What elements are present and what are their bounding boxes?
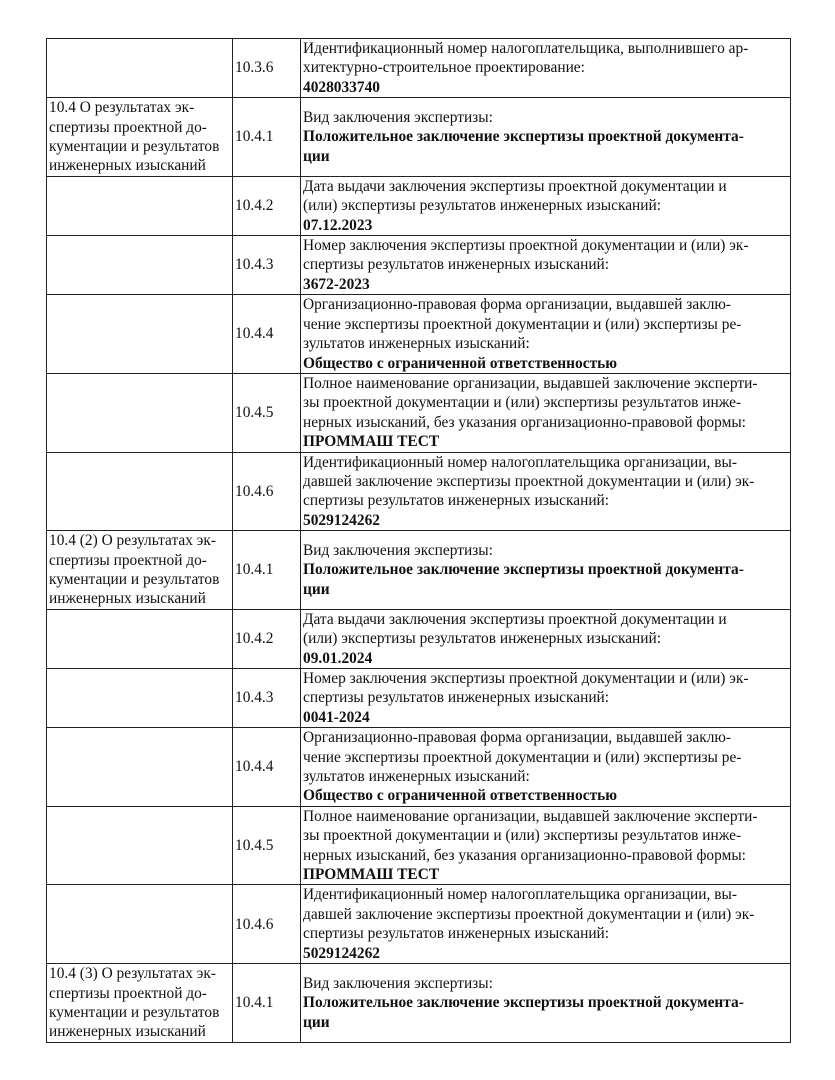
item-number: 10.4.4 [233, 728, 301, 807]
item-description [301, 964, 791, 1043]
section-title-line: кументации и результатов [49, 138, 220, 156]
field-value-line: 5029124262 [303, 944, 380, 962]
item-number: 10.4.2 [233, 176, 301, 235]
field-label-line: спертизы результатов инженерных изысканий: [303, 492, 610, 510]
field-value-line: 07.12.2023 [303, 216, 373, 234]
section-title-line: кументации и результатов [49, 570, 220, 588]
section-title-line: кументации и результатов [49, 1003, 220, 1021]
field-label-line: чение экспертизы проектной документации и (или) экспертизы ре- [303, 748, 742, 766]
field-value-line: ПРОММАШ ТЕСТ [303, 866, 440, 884]
field-label-line: спертизы результатов инженерных изысканий: [303, 925, 610, 943]
item-number: 10.4.5 [233, 806, 301, 885]
table-row [47, 176, 791, 235]
field-value-line: ции [303, 1013, 330, 1031]
field-label-line: Дата выдачи заключения экспертизы проектной документации и [303, 610, 727, 628]
section-cell [47, 728, 233, 807]
field-label-line: Вид заключения экспертизы: [303, 108, 493, 126]
section-cell [47, 452, 233, 531]
section-cell [47, 39, 233, 98]
field-value-line: 09.01.2024 [303, 649, 373, 667]
section-title-line: спертизы проектной до- [49, 118, 207, 136]
document-table [46, 38, 791, 1043]
section-cell [47, 176, 233, 235]
field-value-line: Общество с ограниченной ответственностью [303, 787, 618, 805]
item-description [301, 176, 791, 235]
field-label-line: Вид заключения экспертизы: [303, 974, 493, 992]
section-cell [47, 295, 233, 374]
field-label-line: Полное наименование организации, выдавшей заключение эксперти- [303, 374, 758, 392]
field-label-line: давшей заключение экспертизы проектной документации и (или) эк- [303, 472, 755, 490]
table-row [47, 236, 791, 295]
section-title-line: 10.4 О результатах эк- [49, 99, 195, 117]
section-cell [47, 609, 233, 668]
field-value-line: 4028033740 [303, 78, 380, 96]
field-label-line: Вид заключения экспертизы: [303, 541, 493, 559]
field-label-line: Идентификационный номер налогоплательщика организации, вы- [303, 886, 737, 904]
item-description [301, 452, 791, 531]
item-description [301, 236, 791, 295]
table-row [47, 669, 791, 728]
table-row [47, 885, 791, 964]
section-title-line: инженерных изысканий [49, 1023, 206, 1041]
section-title-line: инженерных изысканий [49, 590, 206, 608]
section-cell [47, 236, 233, 295]
section-title-line: инженерных изысканий [49, 157, 206, 175]
item-number: 10.4.4 [233, 295, 301, 374]
item-description [301, 39, 791, 98]
section-title-line: спертизы проектной до- [49, 984, 207, 1002]
item-description [301, 609, 791, 668]
item-description [301, 885, 791, 964]
field-label-line: нерных изысканий, без указания организационно-правовой формы: [303, 846, 746, 864]
section-cell [47, 531, 233, 610]
field-value-line: ции [303, 580, 330, 598]
item-description [301, 531, 791, 610]
item-number: 10.3.6 [233, 39, 301, 98]
section-cell [47, 373, 233, 452]
table-row [47, 531, 791, 610]
section-cell [47, 669, 233, 728]
field-value-line: 0041-2024 [303, 708, 370, 726]
item-number: 10.4.3 [233, 236, 301, 295]
field-value-line: Общество с ограниченной ответственностью [303, 354, 618, 372]
field-label-line: Номер заключения экспертизы проектной документации и (или) эк- [303, 670, 749, 687]
item-number: 10.4.1 [233, 98, 301, 177]
item-description [301, 98, 791, 177]
item-number: 10.4.6 [233, 885, 301, 964]
field-label-line: нерных изысканий, без указания организационно-правовой формы: [303, 413, 746, 431]
section-cell [47, 885, 233, 964]
item-description [301, 373, 791, 452]
field-value-line: ПРОММАШ ТЕСТ [303, 433, 440, 451]
section-title-line: 10.4 (3) О результатах эк- [49, 965, 216, 983]
field-label-line: зультатов инженерных изысканий: [303, 335, 530, 353]
table-row [47, 964, 791, 1043]
item-number: 10.4.5 [233, 373, 301, 452]
field-label-line: Идентификационный номер налогоплательщика организации, вы- [303, 453, 737, 471]
table-row [47, 728, 791, 807]
section-title-line: спертизы проектной до- [49, 551, 207, 569]
table-row [47, 806, 791, 885]
field-label-line: Организационно-правовая форма организации, выдавшей заклю- [303, 729, 731, 747]
table-body [47, 39, 791, 1043]
item-number: 10.4.6 [233, 452, 301, 531]
section-cell [47, 98, 233, 177]
item-description [301, 295, 791, 374]
field-label-line: Полное наименование организации, выдавшей заключение эксперти- [303, 807, 758, 825]
section-cell [47, 806, 233, 885]
section-title-line: 10.4 (2) О результатах эк- [49, 532, 216, 550]
field-label-line: (или) экспертизы результатов инженерных изысканий: [303, 197, 662, 215]
field-value-line: 5029124262 [303, 511, 380, 529]
table-row [47, 39, 791, 98]
item-number: 10.4.3 [233, 669, 301, 728]
field-label-line: (или) экспертизы результатов инженерных изысканий: [303, 630, 662, 648]
item-number: 10.4.1 [233, 964, 301, 1043]
field-label-line: спертизы результатов инженерных изысканий: [303, 689, 610, 707]
field-value-line: ции [303, 147, 330, 165]
field-label-line: Организационно-правовая форма организации, выдавшей заклю- [303, 296, 731, 314]
table-row [47, 452, 791, 531]
field-label-line: Дата выдачи заключения экспертизы проектной документации и [303, 177, 727, 195]
item-number: 10.4.2 [233, 609, 301, 668]
field-label-line: давшей заключение экспертизы проектной документации и (или) эк- [303, 905, 755, 923]
field-value-line: Положительное заключение экспертизы проектной документа- [303, 994, 744, 1012]
item-number: 10.4.1 [233, 531, 301, 610]
table-row [47, 295, 791, 374]
item-description [301, 669, 791, 728]
field-label-line: Идентификационный номер налогоплательщика, выполнившего ар- [303, 40, 749, 57]
table-row [47, 98, 791, 177]
table-row [47, 609, 791, 668]
field-value-line: Положительное заключение экспертизы проектной документа- [303, 128, 744, 146]
field-label-line: зультатов инженерных изысканий: [303, 768, 530, 786]
item-description [301, 728, 791, 807]
section-cell [47, 964, 233, 1043]
field-label-line: зы проектной документации и (или) экспертизы результатов инже- [303, 827, 742, 845]
field-label-line: зы проектной документации и (или) экспертизы результатов инже- [303, 394, 742, 412]
field-label-line: хитектурно-строительное проектирование: [303, 59, 585, 77]
item-description [301, 806, 791, 885]
field-label-line: чение экспертизы проектной документации и (или) экспертизы ре- [303, 315, 742, 333]
field-label-line: Номер заключения экспертизы проектной документации и (или) эк- [303, 237, 749, 255]
field-label-line: спертизы результатов инженерных изысканий: [303, 256, 610, 274]
field-value-line: 3672-2023 [303, 275, 370, 293]
field-value-line: Положительное заключение экспертизы проектной документа- [303, 561, 744, 579]
table-row [47, 373, 791, 452]
